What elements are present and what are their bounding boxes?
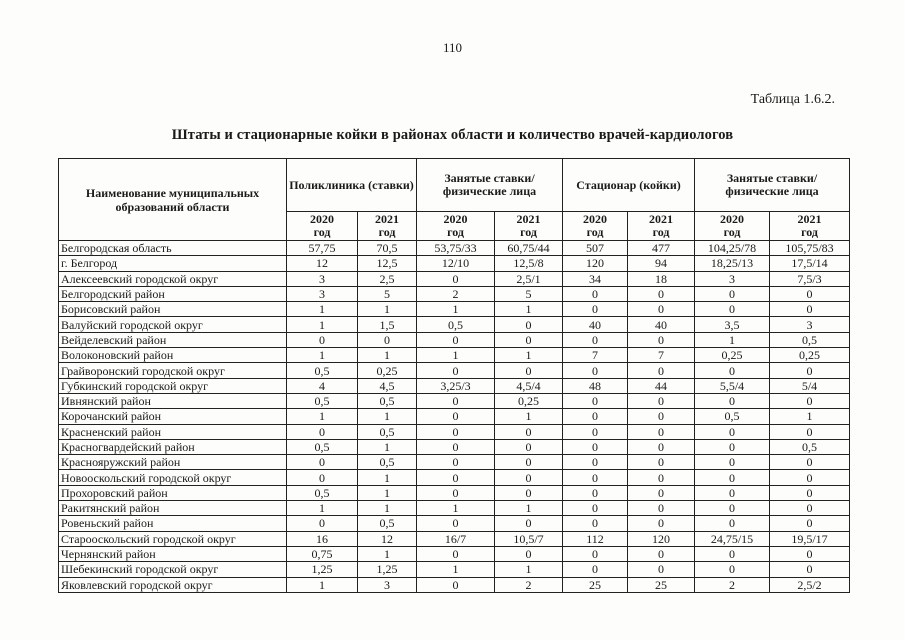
cell-value: 0,5	[287, 363, 358, 378]
cell-value: 112	[563, 531, 628, 546]
cell-value: 12	[358, 531, 417, 546]
cell-value: 0,5	[358, 393, 417, 408]
table-row	[59, 241, 850, 256]
cell-value: 0	[417, 439, 495, 454]
cell-value: 0	[695, 393, 770, 408]
cell-value: 0	[628, 546, 695, 561]
cell-value: 1	[358, 409, 417, 424]
table-title: Штаты и стационарные койки в районах области и количество врачей-кардиологов	[171, 127, 734, 143]
cell-value: 0	[695, 516, 770, 531]
header-name: Наименование муниципальных образований области	[59, 159, 287, 241]
row-name: Старооскольский городской округ	[59, 531, 287, 546]
header-year-number: 2021	[797, 212, 822, 226]
cell-value: 1	[287, 302, 358, 317]
cell-value: 0	[628, 470, 695, 485]
table-row	[59, 470, 850, 485]
cell-value: 0	[495, 485, 563, 500]
cell-value: 18	[628, 271, 695, 286]
cell-value: 0,75	[287, 546, 358, 561]
cell-value: 0	[628, 409, 695, 424]
table-row	[59, 546, 850, 561]
cell-value: 0	[695, 501, 770, 516]
cell-value: 0	[695, 286, 770, 301]
cell-value: 0	[563, 455, 628, 470]
cell-value: 0	[563, 409, 628, 424]
staff-beds-table	[58, 158, 850, 593]
table-row	[59, 302, 850, 317]
cell-value: 0	[628, 302, 695, 317]
cell-value: 507	[563, 241, 628, 256]
cell-value: 0	[695, 363, 770, 378]
cell-value: 0	[770, 302, 850, 317]
header-year-unit: год	[723, 225, 741, 239]
cell-value: 0	[628, 516, 695, 531]
cell-value: 0	[563, 332, 628, 347]
header-year	[628, 212, 695, 241]
cell-value: 25	[628, 577, 695, 592]
cell-value: 0	[563, 286, 628, 301]
cell-value: 2	[695, 577, 770, 592]
table-row	[59, 577, 850, 592]
row-name: Чернянский район	[59, 546, 287, 561]
row-name: Валуйский городской округ	[59, 317, 287, 332]
cell-value: 40	[563, 317, 628, 332]
cell-value: 4	[287, 378, 358, 393]
row-name: Краснояружский район	[59, 455, 287, 470]
cell-value: 3	[770, 317, 850, 332]
cell-value: 0	[563, 516, 628, 531]
cell-value: 3	[358, 577, 417, 592]
cell-value: 0	[628, 562, 695, 577]
row-name: Вейделевский район	[59, 332, 287, 347]
header-year	[417, 212, 495, 241]
table-row	[59, 332, 850, 347]
cell-value: 3,5	[695, 317, 770, 332]
cell-value: 0	[417, 332, 495, 347]
cell-value: 0	[770, 562, 850, 577]
table-row	[59, 455, 850, 470]
cell-value: 0	[695, 470, 770, 485]
cell-value: 7	[563, 348, 628, 363]
header-year	[495, 212, 563, 241]
cell-value: 0	[495, 439, 563, 454]
table-row	[59, 256, 850, 271]
cell-value: 0	[695, 546, 770, 561]
cell-value: 0	[628, 332, 695, 347]
header-year	[770, 212, 850, 241]
cell-value: 1	[287, 409, 358, 424]
cell-value: 44	[628, 378, 695, 393]
cell-value: 0	[495, 470, 563, 485]
table-row	[59, 424, 850, 439]
cell-value: 3	[695, 271, 770, 286]
cell-value: 0	[628, 501, 695, 516]
cell-value: 0	[417, 409, 495, 424]
cell-value: 0,5	[358, 424, 417, 439]
cell-value: 0,5	[287, 485, 358, 500]
header-year-unit: год	[378, 225, 396, 239]
cell-value: 4,5/4	[495, 378, 563, 393]
cell-value: 105,75/83	[770, 241, 850, 256]
cell-value: 0	[563, 439, 628, 454]
header-year-number: 2020	[443, 212, 468, 226]
header-year-number: 2020	[583, 212, 608, 226]
cell-value: 120	[628, 531, 695, 546]
header-year	[695, 212, 770, 241]
cell-value: 24,75/15	[695, 531, 770, 546]
header-year	[563, 212, 628, 241]
cell-value: 0	[417, 393, 495, 408]
cell-value: 12,5/8	[495, 256, 563, 271]
cell-value: 1	[358, 302, 417, 317]
cell-value: 3	[287, 286, 358, 301]
cell-value: 1	[770, 409, 850, 424]
cell-value: 0	[695, 485, 770, 500]
cell-value: 1	[358, 501, 417, 516]
header-year-unit: год	[586, 225, 604, 239]
header-year-number: 2021	[375, 212, 399, 226]
cell-value: 34	[563, 271, 628, 286]
cell-value: 2,5/1	[495, 271, 563, 286]
row-name: Ивнянский район	[59, 393, 287, 408]
cell-value: 0,25	[358, 363, 417, 378]
cell-value: 0	[495, 516, 563, 531]
table-row	[59, 562, 850, 577]
cell-value: 1	[495, 562, 563, 577]
cell-value: 0	[287, 470, 358, 485]
table-row	[59, 501, 850, 516]
cell-value: 0	[495, 363, 563, 378]
cell-value: 0	[495, 332, 563, 347]
cell-value: 0	[770, 424, 850, 439]
cell-value: 1	[495, 302, 563, 317]
cell-value: 0	[417, 485, 495, 500]
header-group-occupied-2: Занятые ставки/ физические лица	[695, 159, 850, 212]
cell-value: 477	[628, 241, 695, 256]
cell-value: 1	[358, 546, 417, 561]
cell-value: 16/7	[417, 531, 495, 546]
table-row	[59, 531, 850, 546]
header-year-number: 2020	[310, 212, 334, 226]
cell-value: 0,5	[358, 455, 417, 470]
cell-value: 12,5	[358, 256, 417, 271]
cell-value: 4,5	[358, 378, 417, 393]
row-name: Красногвардейский район	[59, 439, 287, 454]
row-name: Прохоровский район	[59, 485, 287, 500]
cell-value: 0	[287, 424, 358, 439]
cell-value: 2	[495, 577, 563, 592]
header-year-number: 2021	[649, 212, 674, 226]
cell-value: 0	[770, 455, 850, 470]
table-row	[59, 378, 850, 393]
cell-value: 0	[563, 546, 628, 561]
cell-value: 1	[495, 348, 563, 363]
cell-value: 0	[417, 455, 495, 470]
cell-value: 104,25/78	[695, 241, 770, 256]
cell-value: 0	[770, 393, 850, 408]
cell-value: 0	[770, 516, 850, 531]
cell-value: 16	[287, 531, 358, 546]
row-name: Новооскольский городской округ	[59, 470, 287, 485]
cell-value: 48	[563, 378, 628, 393]
header-year-unit: год	[520, 225, 537, 239]
cell-value: 0	[563, 485, 628, 500]
cell-value: 0	[417, 271, 495, 286]
cell-value: 0	[770, 485, 850, 500]
cell-value: 0,5	[358, 516, 417, 531]
table-row	[59, 485, 850, 500]
row-name: Грайворонский городской округ	[59, 363, 287, 378]
cell-value: 0,5	[287, 439, 358, 454]
cell-value: 3	[287, 271, 358, 286]
cell-value: 0	[628, 455, 695, 470]
cell-value: 19,5/17	[770, 531, 850, 546]
cell-value: 0	[495, 424, 563, 439]
cell-value: 1	[417, 501, 495, 516]
table-row	[59, 393, 850, 408]
row-name: Губкинский городской округ	[59, 378, 287, 393]
cell-value: 0	[563, 302, 628, 317]
cell-value: 1	[358, 348, 417, 363]
cell-value: 0,5	[770, 439, 850, 454]
cell-value: 1	[417, 302, 495, 317]
row-name: Борисовский район	[59, 302, 287, 317]
cell-value: 10,5/7	[495, 531, 563, 546]
cell-value: 5	[358, 286, 417, 301]
cell-value: 7	[628, 348, 695, 363]
table-row	[59, 516, 850, 531]
row-name: г. Белгород	[59, 256, 287, 271]
cell-value: 70,5	[358, 241, 417, 256]
cell-value: 0	[358, 332, 417, 347]
cell-value: 2	[417, 286, 495, 301]
row-name: Корочанский район	[59, 409, 287, 424]
cell-value: 0	[417, 470, 495, 485]
cell-value: 40	[628, 317, 695, 332]
cell-value: 0,25	[770, 348, 850, 363]
cell-value: 0	[417, 516, 495, 531]
row-name: Алексеевский городской округ	[59, 271, 287, 286]
cell-value: 1	[695, 332, 770, 347]
row-name: Шебекинский городской округ	[59, 562, 287, 577]
table-row	[59, 348, 850, 363]
header-group-hospital: Стационар (койки)	[563, 159, 695, 212]
row-name: Красненский район	[59, 424, 287, 439]
header-group-polyclinic: Поликлиника (ставки)	[287, 159, 417, 212]
cell-value: 0	[417, 577, 495, 592]
cell-value: 0	[628, 485, 695, 500]
table-row	[59, 363, 850, 378]
cell-value: 5/4	[770, 378, 850, 393]
header-year-number: 2020	[720, 212, 745, 226]
header-year-unit: год	[447, 225, 464, 239]
cell-value: 0	[495, 317, 563, 332]
cell-value: 0	[563, 393, 628, 408]
cell-value: 1,25	[287, 562, 358, 577]
row-name: Белгородская область	[59, 241, 287, 256]
cell-value: 0	[495, 546, 563, 561]
cell-value: 18,25/13	[695, 256, 770, 271]
cell-value: 1	[287, 501, 358, 516]
cell-value: 57,75	[287, 241, 358, 256]
cell-value: 12	[287, 256, 358, 271]
cell-value: 17,5/14	[770, 256, 850, 271]
cell-value: 1	[417, 562, 495, 577]
cell-value: 0	[628, 286, 695, 301]
cell-value: 0	[563, 501, 628, 516]
cell-value: 53,75/33	[417, 241, 495, 256]
header-year	[287, 212, 358, 241]
cell-value: 0	[628, 363, 695, 378]
cell-value: 1	[358, 439, 417, 454]
cell-value: 0	[287, 332, 358, 347]
cell-value: 25	[563, 577, 628, 592]
cell-value: 0	[563, 363, 628, 378]
row-name: Белгородский район	[59, 286, 287, 301]
cell-value: 0	[287, 516, 358, 531]
cell-value: 0,5	[287, 393, 358, 408]
cell-value: 0	[628, 393, 695, 408]
cell-value: 60,75/44	[495, 241, 563, 256]
cell-value: 120	[563, 256, 628, 271]
cell-value: 0	[770, 501, 850, 516]
cell-value: 0	[563, 562, 628, 577]
cell-value: 1	[495, 501, 563, 516]
table-row	[59, 409, 850, 424]
cell-value: 3,25/3	[417, 378, 495, 393]
table-row	[59, 271, 850, 286]
cell-value: 1	[287, 317, 358, 332]
cell-value: 94	[628, 256, 695, 271]
header-year-unit: год	[313, 225, 331, 239]
cell-value: 0	[417, 546, 495, 561]
cell-value: 0,25	[495, 393, 563, 408]
cell-value: 0,5	[770, 332, 850, 347]
row-name: Ракитянский район	[59, 501, 287, 516]
cell-value: 1	[358, 470, 417, 485]
cell-value: 2,5/2	[770, 577, 850, 592]
table-row	[59, 317, 850, 332]
cell-value: 0	[695, 302, 770, 317]
cell-value: 0	[417, 363, 495, 378]
cell-value: 0	[695, 455, 770, 470]
table-label: Таблица 1.6.2.	[750, 92, 835, 107]
cell-value: 1	[495, 409, 563, 424]
cell-value: 0	[563, 424, 628, 439]
header-year-unit: год	[801, 225, 818, 239]
cell-value: 0	[563, 470, 628, 485]
cell-value: 5,5/4	[695, 378, 770, 393]
cell-value: 0	[628, 424, 695, 439]
cell-value: 0	[287, 455, 358, 470]
cell-value: 1	[358, 485, 417, 500]
cell-value: 0	[695, 562, 770, 577]
table-row	[59, 439, 850, 454]
cell-value: 0	[770, 546, 850, 561]
cell-value: 0,25	[695, 348, 770, 363]
cell-value: 5	[495, 286, 563, 301]
cell-value: 0,5	[695, 409, 770, 424]
cell-value: 1,25	[358, 562, 417, 577]
header-year-unit: год	[652, 225, 670, 239]
cell-value: 0,5	[417, 317, 495, 332]
cell-value: 0	[695, 439, 770, 454]
cell-value: 1	[287, 577, 358, 592]
cell-value: 12/10	[417, 256, 495, 271]
cell-value: 0	[628, 439, 695, 454]
row-name: Волоконовский район	[59, 348, 287, 363]
header-year	[358, 212, 417, 241]
row-name: Ровеньский район	[59, 516, 287, 531]
table-row	[59, 286, 850, 301]
cell-value: 7,5/3	[770, 271, 850, 286]
cell-value: 0	[770, 286, 850, 301]
row-name: Яковлевский городской округ	[59, 577, 287, 592]
cell-value: 0	[770, 470, 850, 485]
cell-value: 1,5	[358, 317, 417, 332]
header-group-occupied-1: Занятые ставки/ физические лица	[417, 159, 563, 212]
cell-value: 0	[417, 424, 495, 439]
header-year-number: 2021	[516, 212, 541, 226]
cell-value: 1	[417, 348, 495, 363]
cell-value: 0	[495, 455, 563, 470]
cell-value: 0	[770, 363, 850, 378]
page-number: 110	[442, 40, 463, 55]
cell-value: 1	[287, 348, 358, 363]
cell-value: 2,5	[358, 271, 417, 286]
cell-value: 0	[695, 424, 770, 439]
